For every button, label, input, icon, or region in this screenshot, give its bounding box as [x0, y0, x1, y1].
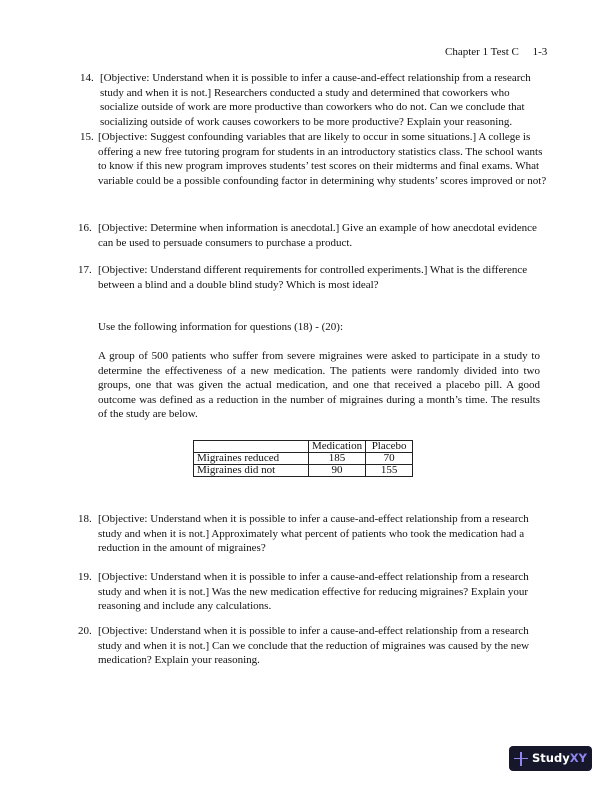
table-cell: 185: [309, 453, 366, 465]
table-row: [194, 465, 413, 477]
table-header-row: [194, 441, 413, 453]
question-number: 18.: [78, 513, 92, 525]
table-header-cell: Placebo: [366, 441, 413, 453]
chapter-title: Chapter 1 Test C: [445, 46, 519, 58]
question-text: [Objective: Determine when information is anecdotal.] Give an example of how anecdotal evidence can be used to persuade consumers to purchase a product.: [98, 222, 537, 249]
page-number: 1-3: [532, 46, 548, 58]
info-lead: Use the following information for questions (18) - (20):: [98, 321, 344, 333]
table-cell: 155: [366, 465, 413, 477]
question-text: [Objective: Understand different requirements for controlled experiments.] What is the difference between a blind and a double blind study? Which is most ideal?: [98, 264, 528, 291]
question-number: 14.: [80, 72, 94, 84]
table-cell: Migraines reduced: [194, 453, 309, 465]
studyxy-badge[interactable]: [509, 746, 592, 771]
question-text: [Objective: Understand when it is possible to infer a cause-and-effect relationship from a research study and when it is not.] Can we conclude that the reduction of migraines was caused by the new medication? Explain your reasoning.: [98, 625, 530, 667]
table-cell: Migraines did not: [194, 465, 309, 477]
question-15: [78, 130, 548, 188]
question-number: 20.: [78, 625, 92, 637]
question-text: [Objective: Suggest confounding variables that are likely to occur in some situations.] A college is offering a new free tutoring program for students in an introductory statistics class. The school wants to know if this new program improves students’ test scores on their midterms and final exams. What variable could be a possible confounding factor in determining why students’ scores improved or not?: [98, 131, 547, 187]
question-text: [Objective: Understand when it is possible to infer a cause-and-effect relationship from a research study and when it is not.] Was the new medication effective for reducing migraines? Explain your reasoning and include any calculations.: [98, 571, 529, 613]
plus-icon: [514, 752, 528, 766]
question-text: [Objective: Understand when it is possible to infer a cause-and-effect relationship from a research study and when it is not.] Approximately what percent of patients who took the medication had a reduction in the amount of migraines?: [98, 513, 529, 555]
question-17: [78, 263, 548, 292]
question-number: 17.: [78, 264, 92, 276]
question-14: [78, 71, 548, 129]
brand-accent: XY: [569, 751, 587, 766]
question-19: [78, 570, 548, 614]
table-cell: 70: [366, 453, 413, 465]
question-number: 16.: [78, 222, 92, 234]
question-16: [78, 221, 548, 250]
question-number: 15.: [80, 131, 94, 143]
page-header: [445, 45, 547, 60]
table-row: [194, 453, 413, 465]
question-text: [Objective: Understand when it is possible to infer a cause-and-effect relationship from a research study and when it is not.] Researchers conducted a study and determined that coworkers who socialize outside of work are more productive than coworkers who do not. Can we conclude that socializing outside of work causes coworkers to be more productive? Explain your reasoning.: [100, 72, 531, 128]
question-number: 19.: [78, 571, 92, 583]
question-18: [78, 512, 548, 556]
results-table: [193, 440, 413, 477]
brand-primary: Study: [532, 751, 570, 766]
study-description: A group of 500 patients who suffer from severe migraines were asked to participate in a study to determine the effectiveness of a new medication. The patients were randomly divided into two groups, one that was given the actual medication, and one that received a placebo pill. A good outcome was defined as a reduction in the number of migraines during a month’s time. The results of the study are below.: [98, 350, 540, 421]
question-20: [78, 624, 548, 668]
table-header-cell: Medication: [309, 441, 366, 453]
table-cell: 90: [309, 465, 366, 477]
table-header-cell: [194, 441, 309, 453]
